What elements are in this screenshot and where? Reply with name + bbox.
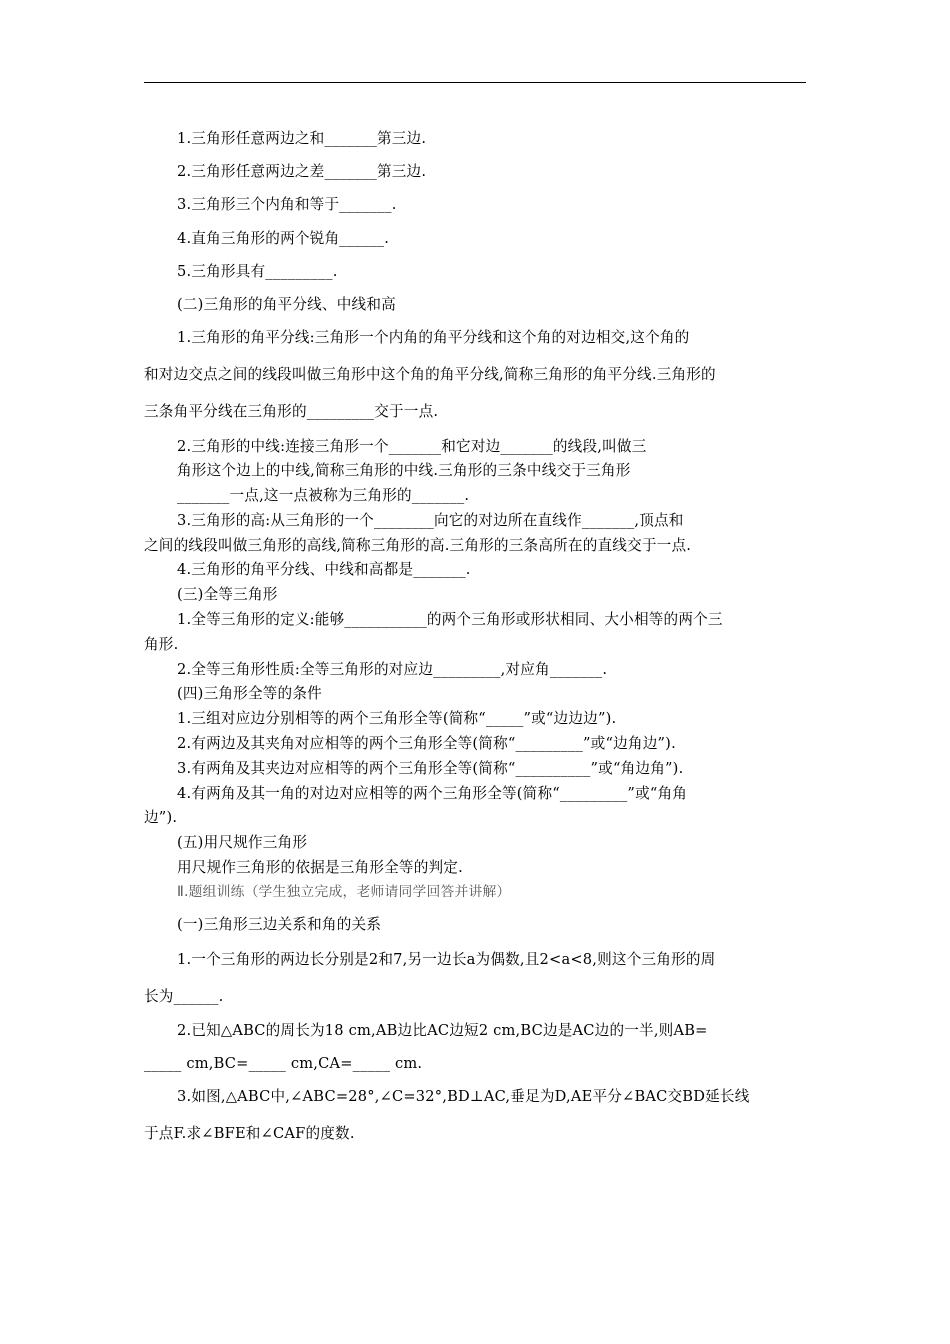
- text-line: 5.三角形具有_________.: [177, 263, 338, 280]
- text-line: 三条角平分线在三角形的_________交于一点.: [144, 403, 439, 420]
- text-line: 角形.: [144, 636, 179, 653]
- text-line: 3.三角形的高:从三角形的一个________向它的对边所在直线作_______,顶点和: [177, 512, 684, 529]
- text-line: 和对边交点之间的线段叫做三角形中这个角的角平分线,简称三角形的角平分线.三角形的: [144, 366, 716, 383]
- section-heading: (四)三角形全等的条件: [177, 685, 322, 702]
- text-line: 2.全等三角形性质:全等三角形的对应边_________,对应角_______.: [177, 661, 608, 678]
- text-line: 2.有两边及其夹角对应相等的两个三角形全等(简称“_________”或“边角边”).: [177, 735, 676, 752]
- text-line: _______一点,这一点被称为三角形的_______.: [177, 487, 470, 504]
- header-rule: [144, 82, 806, 83]
- section-heading: (二)三角形的角平分线、中线和高: [177, 296, 396, 313]
- text-line: 长为______.: [144, 988, 224, 1005]
- text-line: 1.一个三角形的两边长分别是2和7,另一边长a为偶数,且2<a<8,则这个三角形的周: [177, 951, 716, 968]
- text-line: 4.直角三角形的两个锐角______.: [177, 230, 390, 247]
- section-heading-practice: Ⅱ.题组训练（学生独立完成，老师请同学回答并讲解）: [177, 884, 511, 900]
- text-line: 1.三组对应边分别相等的两个三角形全等(简称“_____”或“边边边”).: [177, 710, 617, 727]
- section-heading: (一)三角形三边关系和角的关系: [177, 916, 382, 933]
- text-line: 于点F.求∠BFE和∠CAF的度数.: [144, 1125, 355, 1142]
- text-line: _____ cm,BC=_____ cm,CA=_____ cm.: [144, 1055, 423, 1072]
- text-line: 2.三角形任意两边之差_______第三边.: [177, 163, 427, 180]
- text-line: 之间的线段叫做三角形的高线,简称三角形的高.三角形的三条高所在的直线交于一点.: [144, 537, 692, 554]
- text-line: 1.三角形的角平分线:三角形一个内角的角平分线和这个角的对边相交,这个角的: [177, 329, 690, 346]
- text-line: 边”).: [144, 809, 178, 826]
- text-line: 2.已知△ABC的周长为18 cm,AB边比AC边短2 cm,BC边是AC边的一半,则AB=: [177, 1022, 708, 1039]
- text-line: 2.三角形的中线:连接三角形一个_______和它对边_______的线段,叫做三: [177, 438, 647, 455]
- text-line: 4.三角形的角平分线、中线和高都是_______.: [177, 561, 471, 578]
- text-line: 1.三角形任意两边之和_______第三边.: [177, 130, 427, 147]
- text-line: 3.如图,△ABC中,∠ABC=28°,∠C=32°,BD⊥AC,垂足为D,AE平分∠BAC交BD延长线: [177, 1088, 750, 1105]
- text-line: 3.有两角及其夹边对应相等的两个三角形全等(简称“__________”或“角边角”).: [177, 760, 684, 777]
- text-line: 角形这个边上的中线,简称三角形的中线.三角形的三条中线交于三角形: [177, 462, 631, 479]
- text-line: 用尺规作三角形的依据是三角形全等的判定.: [177, 859, 463, 876]
- text-line: 3.三角形三个内角和等于_______.: [177, 196, 397, 213]
- section-heading: (三)全等三角形: [177, 586, 278, 603]
- section-heading: (五)用尺规作三角形: [177, 834, 308, 851]
- text-line: 1.全等三角形的定义:能够___________的两个三角形或形状相同、大小相等的两个三: [177, 611, 723, 628]
- text-line: 4.有两角及其一角的对边对应相等的两个三角形全等(简称“_________”或“角角: [177, 785, 688, 802]
